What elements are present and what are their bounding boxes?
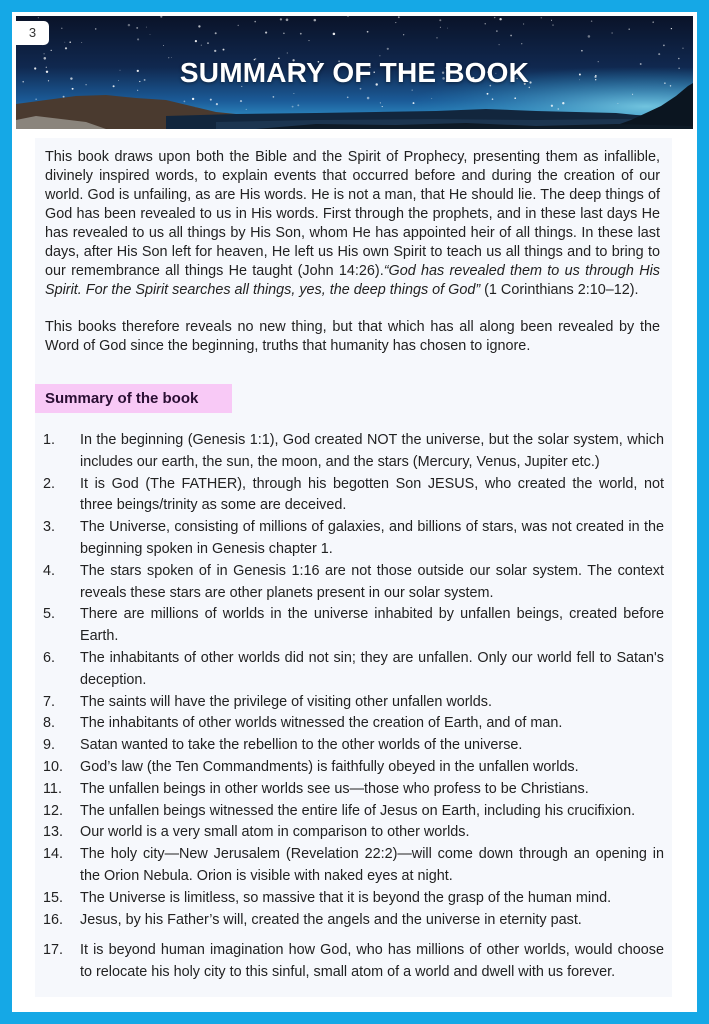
list-item-number: 4. <box>43 562 56 579</box>
list-item <box>43 757 664 779</box>
star <box>246 109 247 110</box>
intro-paragraph-1 <box>35 148 672 300</box>
list-item-text: The holy city—New Jerusalem (Revelation 22:2)—will come down through an opening in the Orion Nebula. Orion is visible with naked eyes at night. <box>80 846 664 884</box>
star <box>498 44 499 45</box>
list-item-number: 14. <box>43 846 64 863</box>
list-item-text: The Universe, consisting of millions of galaxies, and billions of stars, was not created in the beginning spoken in Genesis chapter 1. <box>80 519 664 557</box>
list-item-number: 17. <box>43 942 64 959</box>
list-item-number: 10. <box>43 758 64 775</box>
list-item-text: Satan wanted to take the rebellion to the other worlds of the universe. <box>80 737 523 754</box>
star <box>551 20 552 21</box>
star <box>591 20 592 21</box>
list-item <box>43 474 664 518</box>
star <box>128 24 130 26</box>
list-item-number: 13. <box>43 824 64 841</box>
star <box>63 96 65 98</box>
star <box>628 28 629 29</box>
star <box>314 19 317 22</box>
star <box>95 28 97 30</box>
intro-section <box>35 138 672 356</box>
page-title: SUMMARY OF THE BOOK <box>179 57 530 88</box>
summary-list <box>35 430 672 984</box>
star <box>398 16 400 18</box>
star <box>617 103 618 104</box>
list-item-number: 16. <box>43 911 64 928</box>
star <box>273 96 275 98</box>
star <box>663 45 665 47</box>
list-item <box>43 713 664 735</box>
star <box>297 104 299 106</box>
list-item <box>43 844 664 888</box>
star <box>51 50 52 51</box>
star <box>499 18 501 20</box>
page-number-badge: 3 <box>16 21 49 45</box>
star <box>210 99 212 101</box>
star <box>551 105 553 107</box>
star <box>81 42 82 43</box>
star <box>367 97 370 100</box>
star <box>487 93 489 95</box>
list-item <box>43 822 664 844</box>
star <box>367 31 369 33</box>
list-item-number: 3. <box>43 519 56 536</box>
star <box>387 48 389 50</box>
star <box>436 37 437 38</box>
star <box>254 21 256 23</box>
summary-heading: Summary of the book <box>35 384 232 413</box>
star <box>562 102 564 104</box>
list-item-text: The inhabitants of other worlds did not sin; they are unfallen. Only our world fell to Satan's deception. <box>80 649 664 688</box>
star <box>184 101 186 103</box>
star <box>403 34 404 35</box>
star <box>308 40 309 41</box>
list-item <box>43 940 664 984</box>
star <box>380 102 381 103</box>
star <box>382 106 383 107</box>
star <box>293 93 294 94</box>
star <box>69 41 71 43</box>
list-item-number: 8. <box>43 715 56 732</box>
star <box>280 18 282 20</box>
star <box>557 108 559 110</box>
scripture-quote: “God has revealed them to us through His Spirit. For the Spirit searches all things, yes, the deep things of God” <box>45 262 660 298</box>
list-item-number: 7. <box>43 693 56 710</box>
star <box>431 98 432 99</box>
list-item <box>43 648 664 692</box>
star <box>611 32 612 33</box>
list-item <box>43 779 664 801</box>
star <box>496 30 497 31</box>
list-item-text: God’s law (the Ten Commandments) is faithfully obeyed in the unfallen worlds. <box>80 758 579 775</box>
star <box>492 98 494 100</box>
star <box>333 33 336 36</box>
star <box>198 25 200 27</box>
star <box>682 48 683 49</box>
list-item <box>43 801 664 823</box>
star <box>192 98 194 100</box>
list-item <box>43 430 664 474</box>
star <box>283 32 285 34</box>
star <box>439 19 441 21</box>
star <box>588 35 591 38</box>
star <box>581 50 583 52</box>
list-item-text: It is God (The FATHER), through his begotten Son JESUS, who created the world, not three beings/trinity as some are deceived. <box>80 475 664 514</box>
star <box>494 17 495 18</box>
star <box>207 42 209 44</box>
list-item-text: The unfallen beings witnessed the entire life of Jesus on Earth, including his crucifixion. <box>80 802 636 819</box>
list-item-number: 5. <box>43 606 56 623</box>
list-item-number: 2. <box>43 475 56 492</box>
scripture-citation: (1 Corinthians 2:10–12). <box>480 281 639 298</box>
star <box>292 106 294 108</box>
list-item-text: It is beyond human imagination how God, who has millions of other worlds, would choose to relocate his holy city to this sinful, small atom of a world and dwell with us forever. <box>80 942 664 981</box>
star <box>146 27 147 28</box>
star <box>163 45 164 46</box>
list-item <box>43 604 664 648</box>
star <box>64 42 65 43</box>
list-item-number: 15. <box>43 889 64 906</box>
star <box>216 103 218 105</box>
content-panel <box>35 138 672 997</box>
star <box>413 102 415 104</box>
list-item-text: In the beginning (Genesis 1:1), God created NOT the universe, but the solar system, which includes our earth, the sun, the moon, and the stars (Mercury, Venus, Jupiter etc.) <box>80 432 664 470</box>
intro-paragraph-1-text: This book draws upon both the Bible and the Spirit of Prophecy, presenting them as infallible, divinely inspired words, to explain events that occurred before and during the creation of our world. God is unfailing, as are His words. He is not a man, that He should lie. The deep things of God has been revealed to us in His words. First through the prophets, and in these last days He has revealed to us all things by His Son, whom He has appointed heir of all things. In these last days, after His Son left for heaven, He left us His own Spirit to teach us all things and to bring to our remembrance all things He taught (John 14:26). <box>45 148 660 279</box>
list-item-text: The unfallen beings in other worlds see us—those who profess to be Christians. <box>80 780 589 797</box>
star <box>136 27 138 29</box>
list-item-text: Our world is a very small atom in comparison to other worlds. <box>80 824 470 841</box>
list-item <box>43 561 664 605</box>
list-item-text: The saints will have the privilege of visiting other unfallen worlds. <box>80 693 492 710</box>
star <box>652 21 654 23</box>
list-item-number: 6. <box>43 649 56 666</box>
star <box>65 47 67 49</box>
star <box>447 28 448 29</box>
list-item-text: Jesus, by his Father’s will, created the angels and the universe in eternity past. <box>80 911 582 928</box>
list-item-text: The Universe is limitless, so massive that it is beyond the grasp of the human mind. <box>80 889 612 906</box>
star <box>215 32 217 34</box>
star <box>286 19 289 22</box>
star <box>521 43 522 44</box>
star <box>523 24 524 25</box>
list-item <box>43 735 664 757</box>
star <box>541 17 542 18</box>
star <box>514 97 516 99</box>
star <box>137 38 139 40</box>
list-item <box>43 517 664 561</box>
list-item-text: The stars spoken of in Genesis 1:16 are not those outside our solar system. The context reveals these stars are other planets present in our solar system. <box>80 562 664 601</box>
star <box>223 49 225 51</box>
star <box>300 33 302 35</box>
star <box>671 28 672 29</box>
star <box>214 50 216 52</box>
star <box>347 96 349 98</box>
star <box>510 35 512 37</box>
star <box>440 27 441 28</box>
star <box>36 99 37 100</box>
star <box>265 32 267 34</box>
star <box>38 17 39 18</box>
star <box>61 28 62 29</box>
star <box>485 23 486 24</box>
star <box>240 100 242 102</box>
star <box>195 40 197 42</box>
intro-paragraph-2: This books therefore reveals no new thing, but that which has all along been revealed by the Word of God since the beginning, truths that humanity has chosen to ignore. <box>45 318 660 354</box>
list-item-text: The inhabitants of other worlds witnessed the creation of Earth, and of man. <box>80 715 563 732</box>
list-item <box>43 888 664 910</box>
star <box>287 52 288 53</box>
star <box>632 94 633 95</box>
list-item <box>43 910 664 932</box>
list-item-number: 11. <box>43 780 62 797</box>
star <box>552 24 554 26</box>
star <box>201 45 202 46</box>
star <box>238 25 239 26</box>
list-item-number: 9. <box>43 737 56 754</box>
list-item-text: There are millions of worlds in the universe inhabited by unfallen beings, created before Earth. <box>80 606 664 645</box>
list-item-number: 1. <box>43 432 56 448</box>
list-item-number: 12. <box>43 802 64 819</box>
star <box>150 34 151 35</box>
list-item <box>43 692 664 714</box>
star <box>395 22 396 23</box>
